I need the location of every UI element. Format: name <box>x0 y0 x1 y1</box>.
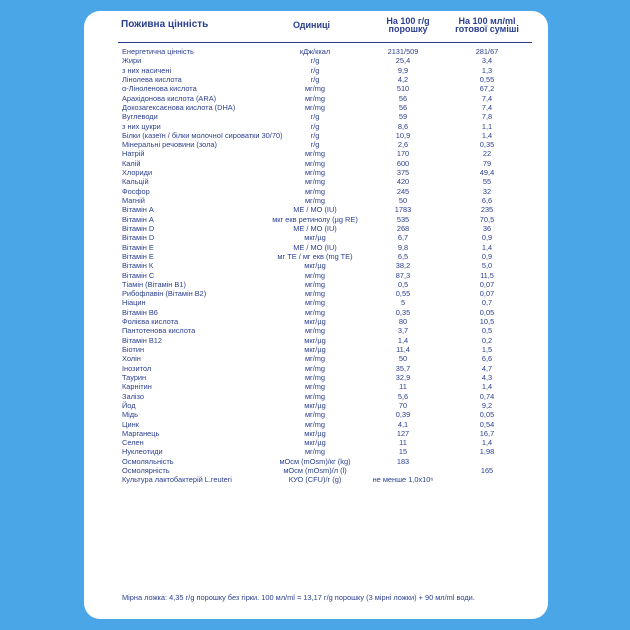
per-100g-value: 0,55 <box>395 289 411 299</box>
per-100ml-value: 0,2 <box>481 335 493 345</box>
per-100ml-value: 6,6 <box>481 354 493 364</box>
unit-cell: мг/mg <box>304 149 326 159</box>
per-100g-value: 127 <box>396 428 410 438</box>
per-100g-value: 510 <box>396 84 410 94</box>
table-row <box>84 84 548 93</box>
unit-cell: г/g <box>310 140 320 150</box>
per-100ml-value: 0,35 <box>479 140 495 150</box>
per-100ml-value: 79 <box>482 158 492 168</box>
unit-cell: г/g <box>310 121 320 131</box>
table-row <box>84 298 548 307</box>
table-row <box>84 326 548 335</box>
unit-cell: мг/mg <box>304 391 326 401</box>
unit-cell: мг/mg <box>304 326 326 336</box>
unit-cell: мг/mg <box>304 84 326 94</box>
unit-cell: г/g <box>310 130 320 140</box>
per-100g-value: 9,8 <box>397 242 409 252</box>
header-unit: Одиниці <box>293 20 331 30</box>
nutrient-name: Цинк <box>122 419 139 429</box>
unit-cell: МЕ / МО (IU) <box>293 242 337 252</box>
nutrient-name: Осмолярність <box>122 466 170 476</box>
unit-cell: мОсм (mOsm)/л (l) <box>283 466 347 476</box>
table-row <box>84 466 548 475</box>
nutrient-name: Вуглеводи <box>122 112 158 122</box>
per-100g-value: 56 <box>398 93 408 103</box>
per-100ml-value: 7,4 <box>481 93 493 103</box>
per-100g-value: 32,9 <box>395 372 411 382</box>
per-100ml-value: 7,8 <box>481 112 493 122</box>
per-100ml-value: 0,7 <box>481 298 493 308</box>
per-100ml-value: 10,5 <box>479 317 495 327</box>
per-100ml-value: 55 <box>482 177 492 187</box>
nutrition-table-card <box>84 11 548 619</box>
nutrient-name: Фосфор <box>122 186 150 196</box>
nutrient-name: Магній <box>122 196 145 205</box>
table-row <box>84 447 548 456</box>
per-100g-value: 0,35 <box>395 307 411 317</box>
table-row <box>84 205 548 214</box>
per-100g-value: 11,4 <box>396 345 410 354</box>
per-100g-value: 4,2 <box>397 74 409 84</box>
nutrient-name: Мідь <box>122 410 138 420</box>
table-row <box>84 438 548 447</box>
table-row <box>84 215 548 224</box>
unit-cell: г/g <box>310 56 320 66</box>
per-100g-value: 6,5 <box>397 251 409 261</box>
unit-cell: мг/mg <box>304 93 326 103</box>
nutrient-name: Вітамін D <box>122 223 155 233</box>
nutrient-name: Культура лактобактерій L.reuteri <box>122 475 232 485</box>
per-100g-value: 268 <box>396 223 410 233</box>
unit-cell: мкг/µg <box>304 438 326 448</box>
unit-cell: мкг/µg <box>304 233 326 243</box>
unit-cell: мг/mg <box>304 102 326 112</box>
per-100g-value: 600 <box>396 158 410 168</box>
nutrient-name: Натрій <box>122 149 145 159</box>
per-100g-value: 70 <box>398 400 408 410</box>
unit-cell: мг/mg <box>304 168 326 178</box>
unit-cell: мг/mg <box>304 382 326 392</box>
per-100ml-value: 0,07 <box>479 279 495 289</box>
per-100g-value: 4,1 <box>397 419 409 429</box>
per-100g-value: 11 <box>399 382 407 392</box>
per-100g-value: 25,4 <box>395 56 411 66</box>
unit-cell: мг/mg <box>304 298 326 308</box>
nutrient-name: Холін <box>122 354 141 364</box>
nutrient-name: Нуклеотиди <box>122 447 163 457</box>
unit-cell: г/g <box>310 74 320 84</box>
per-100g-value: 8,6 <box>397 121 409 131</box>
unit-cell: мг ТЕ / мг екв (mg TE) <box>277 251 353 261</box>
table-row <box>84 168 548 177</box>
unit-cell: мкг/µg <box>304 335 326 345</box>
nutrient-name: Осмоляльність <box>122 456 174 466</box>
unit-cell: мг/mg <box>304 307 326 317</box>
nutrient-name: Залізо <box>122 391 144 401</box>
table-row <box>84 47 548 56</box>
unit-cell: мг/mg <box>304 372 326 382</box>
per-100ml-value: 0,55 <box>479 74 495 84</box>
per-100ml-value: 1,1 <box>481 121 493 131</box>
unit-cell: мг/mg <box>304 270 326 280</box>
per-100ml-value: 0,05 <box>479 307 495 317</box>
footer-note: Мірна ложка: 4,35 г/g порошку без гірки. 100 мл/ml = 13,17 г/g порошку (3 мірні ложки) + 90 мл/ml води. <box>122 593 475 602</box>
per-100ml-value: 49,4 <box>479 168 495 178</box>
unit-cell: мкг/µg <box>304 400 326 410</box>
nutrient-name: Вітамін Е <box>122 251 154 261</box>
table-row <box>84 56 548 65</box>
per-100ml-value: 1,4 <box>481 130 493 140</box>
table-row <box>84 94 548 103</box>
nutrient-name: Тіамін (Вітамін В1) <box>122 279 186 289</box>
per-100g-value: 56 <box>398 102 408 112</box>
per-100ml-value: 281/67 <box>475 47 499 56</box>
per-100ml-value: 1,98 <box>479 447 495 457</box>
nutrient-name: Вітамін Е <box>122 242 154 252</box>
table-row <box>84 224 548 233</box>
table-row <box>84 112 548 121</box>
unit-cell: мкг екв ретинолу (µg RE) <box>272 214 358 224</box>
per-100ml-value: 7,4 <box>481 102 493 112</box>
per-100g-value: 15 <box>398 447 408 457</box>
per-100ml-value: 3,4 <box>481 56 493 66</box>
per-100ml-value: 0,54 <box>479 419 495 429</box>
nutrient-name: Арахідонова кислота (ARA) <box>122 93 217 103</box>
nutrient-name: Мінеральні речовини (зола) <box>122 140 218 150</box>
per-100ml-value: 5,0 <box>481 261 493 271</box>
unit-cell: мг/mg <box>304 410 326 420</box>
per-100ml-value: 1,5 <box>481 345 493 354</box>
per-100ml-value: 6,6 <box>481 196 493 205</box>
table-row <box>84 75 548 84</box>
nutrient-name: Вітамін А <box>122 205 154 215</box>
nutrient-name: Ніацин <box>122 298 146 308</box>
table-row <box>84 373 548 382</box>
nutrient-name: Таурин <box>122 372 147 382</box>
nutrient-name: з них цукри <box>122 121 161 131</box>
nutrient-name: Вітамін С <box>122 270 155 280</box>
per-100g-value: 535 <box>396 214 410 224</box>
nutrient-name: Лінолева кислота <box>122 74 182 84</box>
unit-cell: мг/mg <box>304 196 326 205</box>
per-100ml-value: 4,7 <box>481 363 493 373</box>
unit-cell: мг/mg <box>304 354 326 364</box>
nutrient-name: Фолієва кислота <box>122 317 179 327</box>
table-row <box>84 410 548 419</box>
per-100ml-value: 32 <box>482 186 492 196</box>
table-body <box>84 47 548 485</box>
table-row <box>84 401 548 410</box>
table-row <box>84 475 548 484</box>
per-100g-value: 5 <box>400 298 406 308</box>
header-nutrient: Поживна цінність <box>121 19 209 30</box>
header-divider <box>118 42 532 43</box>
per-100g-value: 50 <box>398 354 408 364</box>
per-100g-value: 10,9 <box>395 130 411 140</box>
per-100ml-value: 1,4 <box>481 438 493 448</box>
per-100ml-value: 67,2 <box>479 84 495 94</box>
unit-cell: г/g <box>310 112 320 122</box>
per-100ml-value: 36 <box>482 223 492 233</box>
per-100g-value: 1783 <box>394 205 412 215</box>
unit-cell: мг/mg <box>304 186 326 196</box>
per-100g-value: не менше 1,0x10⁶ <box>372 475 434 485</box>
per-100g-value: 375 <box>396 168 410 178</box>
per-100ml-value: 9,2 <box>481 400 493 410</box>
header-per-100g-powder: На 100 г/g порошку <box>386 16 430 34</box>
per-100ml-value: 0,74 <box>479 391 495 401</box>
per-100g-value: 80 <box>398 317 408 327</box>
table-row <box>84 131 548 140</box>
table-row <box>84 271 548 280</box>
unit-cell: мОсм (mOsm)/кг (kg) <box>279 456 351 466</box>
nutrient-name: з них насичені <box>122 65 172 75</box>
nutrient-name: Кальцій <box>122 177 149 187</box>
per-100ml-value: 235 <box>480 205 494 215</box>
per-100ml-value: 22 <box>482 149 492 159</box>
per-100g-value: 420 <box>396 177 410 187</box>
unit-cell: мг/mg <box>304 158 326 168</box>
table-row <box>84 308 548 317</box>
unit-cell: мг/mg <box>304 177 326 187</box>
unit-cell: мг/mg <box>304 289 326 299</box>
unit-cell: кДж/ккал <box>299 47 331 56</box>
nutrient-name: α-Ліноленова кислота <box>122 84 197 94</box>
table-row <box>84 140 548 149</box>
per-100ml-value: 4,3 <box>481 372 493 382</box>
per-100g-value: 35,7 <box>395 363 411 373</box>
nutrient-name: Селен <box>122 438 144 448</box>
table-row <box>84 103 548 112</box>
table-row <box>84 159 548 168</box>
per-100ml-value: 0,07 <box>479 289 495 299</box>
per-100ml-value: 16,7 <box>479 428 495 438</box>
nutrient-name: Рибофлавін (Вітамін В2) <box>122 289 207 299</box>
per-100g-value: 1,4 <box>397 335 409 345</box>
nutrient-name: Йод <box>122 400 136 410</box>
per-100g-value: 87,3 <box>395 270 411 280</box>
per-100ml-value: 0,05 <box>479 410 495 420</box>
per-100ml-value: 1,4 <box>481 242 493 252</box>
unit-cell: КУО (CFU)/г (g) <box>288 475 342 485</box>
unit-cell: г/g <box>310 65 320 75</box>
table-header <box>84 11 548 45</box>
table-row <box>84 66 548 75</box>
table-row <box>84 261 548 270</box>
per-100g-value: 183 <box>396 456 410 466</box>
per-100g-value: 59 <box>398 112 408 122</box>
table-row <box>84 336 548 345</box>
per-100g-value: 0,39 <box>395 410 411 420</box>
per-100g-value: 0,5 <box>397 279 409 289</box>
table-row <box>84 382 548 391</box>
per-100ml-value: 1,3 <box>481 65 493 75</box>
per-100g-value: 2131/509 <box>387 47 419 56</box>
per-100ml-value: 0,9 <box>481 233 493 243</box>
per-100ml-value: 70,5 <box>479 214 495 224</box>
per-100g-value: 170 <box>396 149 410 159</box>
table-row <box>84 420 548 429</box>
nutrient-name: Жири <box>122 56 142 66</box>
table-row <box>84 243 548 252</box>
nutrient-name: Карнітин <box>122 382 152 392</box>
per-100ml-value: 1,4 <box>481 382 493 392</box>
table-row <box>84 289 548 298</box>
unit-cell: МЕ / МО (IU) <box>293 223 337 233</box>
per-100ml-value: 11,5 <box>480 270 494 280</box>
nutrient-name: Інозитол <box>122 363 152 373</box>
table-row <box>84 187 548 196</box>
nutrient-name: Енергетична цінність <box>122 47 194 56</box>
nutrient-name: Пантотенова кислота <box>122 326 196 336</box>
per-100g-value: 50 <box>398 196 408 205</box>
nutrient-name: Вітамін В12 <box>122 335 162 345</box>
nutrient-name: Вітамін А <box>122 214 154 224</box>
per-100g-value: 3,7 <box>397 326 409 336</box>
nutrient-name: Калій <box>122 158 141 168</box>
nutrient-name: Докозагексаєнова кислота (DHA) <box>122 102 236 112</box>
table-row <box>84 457 548 466</box>
table-row <box>84 177 548 186</box>
unit-cell: мкг/µg <box>304 428 326 438</box>
per-100ml-value: 165 <box>480 466 494 476</box>
nutrient-name: Вітамін В6 <box>122 307 158 317</box>
nutrient-name: Хлориди <box>122 168 153 178</box>
table-row <box>84 252 548 261</box>
unit-cell: мг/mg <box>304 279 326 289</box>
per-100g-value: 38,2 <box>395 261 411 271</box>
table-row <box>84 233 548 242</box>
per-100g-value: 6,7 <box>397 233 409 243</box>
per-100g-value: 2,6 <box>397 140 409 150</box>
table-row <box>84 149 548 158</box>
per-100ml-value: 0,5 <box>481 326 493 336</box>
nutrient-name: Білки (казеїн / білки молочної сироватки 30/70) <box>122 130 283 140</box>
table-row <box>84 280 548 289</box>
table-row <box>84 317 548 326</box>
per-100ml-value: 0,9 <box>481 251 493 261</box>
unit-cell: мг/mg <box>304 419 326 429</box>
nutrient-name: Марганець <box>122 428 160 438</box>
nutrient-name: Вітамін К <box>122 261 154 271</box>
per-100g-value: 5,6 <box>397 391 409 401</box>
table-row <box>84 364 548 373</box>
nutrient-name: Біотин <box>122 345 145 354</box>
header-per-100ml-ready: На 100 мл/ml готової суміші <box>455 16 519 34</box>
unit-cell: МЕ / МО (IU) <box>293 205 337 215</box>
nutrient-name: Вітамін D <box>122 233 155 243</box>
unit-cell: мг/mg <box>304 447 326 457</box>
table-row <box>84 122 548 131</box>
unit-cell: мкг/µg <box>304 317 326 327</box>
unit-cell: мг/mg <box>304 363 326 373</box>
per-100g-value: 9,9 <box>397 65 409 75</box>
per-100g-value: 11 <box>399 438 407 448</box>
unit-cell: мкг/µg <box>304 345 326 354</box>
table-row <box>84 354 548 363</box>
per-100g-value: 245 <box>396 186 410 196</box>
table-row <box>84 196 548 205</box>
unit-cell: мкг/µg <box>304 261 326 271</box>
table-row <box>84 345 548 354</box>
table-row <box>84 392 548 401</box>
table-row <box>84 429 548 438</box>
